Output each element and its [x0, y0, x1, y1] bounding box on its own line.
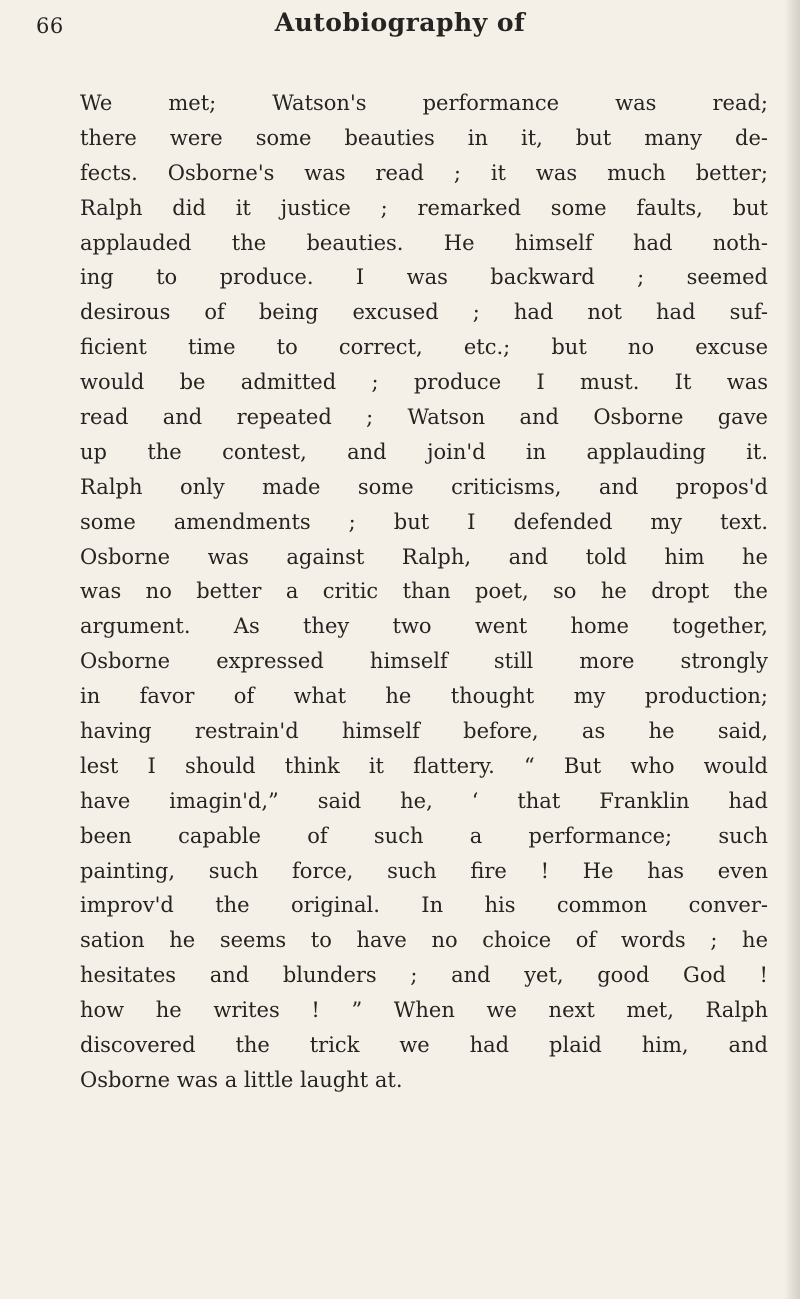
page-edge-shadow	[784, 0, 800, 1299]
text-line: argument. As they two went home together,	[80, 614, 768, 639]
text-line: some amendments ; but I defended my text.	[80, 509, 768, 534]
text-line: read and repeated ; Watson and Osborne gave	[80, 405, 768, 430]
text-line: Ralph only made some criticisms, and propos'd	[80, 474, 768, 499]
text-line: applauded the beauties. He himself had noth-	[80, 230, 768, 255]
text-line: ficient time to correct, etc.; but no excuse	[80, 335, 768, 360]
text-line: was no better a critic than poet, so he dropt the	[80, 579, 768, 604]
text-line: Ralph did it justice ; remarked some faults, but	[80, 195, 768, 220]
text-line: up the contest, and join'd in applauding it.	[80, 439, 768, 464]
text-line: sation he seems to have no choice of words ; he	[80, 928, 768, 953]
text-line: would be admitted ; produce I must. It was	[80, 370, 768, 395]
text-line: improv'd the original. In his common conver-	[80, 893, 768, 918]
running-title: Autobiography of	[274, 8, 526, 37]
text-line: how he writes ! ” When we next met, Ralph	[80, 998, 768, 1023]
text-line: Osborne was against Ralph, and told him he	[80, 544, 768, 569]
text-line: lest I should think it flattery. “ But who would	[80, 753, 768, 778]
text-line: ing to produce. I was backward ; seemed	[80, 265, 768, 290]
page-number: 66	[36, 14, 64, 38]
text-line: hesitates and blunders ; and yet, good God !	[80, 963, 768, 988]
text-line: Osborne was a little laught at.	[80, 1067, 403, 1092]
body-paragraph	[80, 86, 768, 1098]
text-line: painting, such force, such fire ! He has even	[80, 858, 768, 883]
text-line: there were some beauties in it, but many de-	[80, 125, 768, 150]
text-line: Osborne expressed himself still more strongly	[80, 649, 768, 674]
text-line: discovered the trick we had plaid him, and	[80, 1033, 768, 1058]
text-line: We met; Watson's performance was read;	[80, 91, 768, 115]
text-line: having restrain'd himself before, as he said,	[80, 719, 768, 744]
text-line: fects. Osborne's was read ; it was much better;	[80, 160, 768, 185]
running-head	[0, 0, 800, 48]
text-line: in favor of what he thought my production;	[80, 684, 768, 709]
text-line: been capable of such a performance; such	[80, 823, 768, 848]
text-line: desirous of being excused ; had not had suf-	[80, 300, 768, 325]
text-line: have imagin'd,” said he, ‘ that Franklin had	[80, 788, 768, 813]
